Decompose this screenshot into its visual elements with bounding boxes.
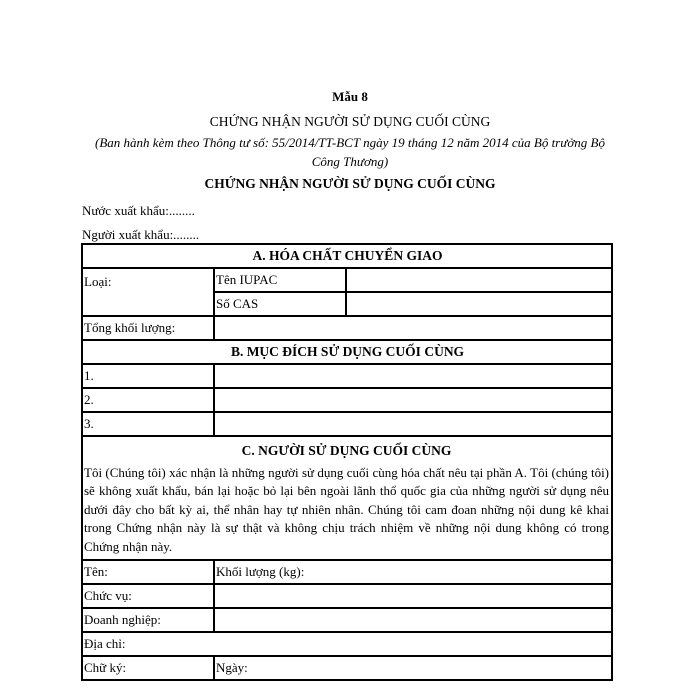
signature-label: Chữ ký: xyxy=(82,656,214,680)
declaration-text: Tôi (Chúng tôi) xác nhận là những người sử dụng cuối cùng hóa chất nêu tại phần A. Tôi (chúng tôi) sẽ không xuất khẩu, bán lại hoặc bỏ lại bên ngoài lãnh thổ quốc gia của những người sử dụng nêu dưới đây cho bất kỳ ai, thể nhân hay tự nhiên nhân. Chúng tôi cam đoan những nội dung kê khai trong Chứng nhận này là sự thật và không chịu trách nhiệm về những nội dung không có trong Chứng nhận này. xyxy=(84,464,610,554)
purpose-item-2-value[interactable] xyxy=(214,388,612,412)
company-label: Doanh nghiệp: xyxy=(82,608,214,632)
date-label: Ngày: xyxy=(214,656,612,680)
document-subtitle: (Ban hành kèm theo Thông tư số: 55/2014/TT-BCT ngày 19 tháng 12 năm 2014 của Bộ trưởng Bộ Công Thương) xyxy=(95,135,605,169)
document-title: CHỨNG NHẬN NGƯỜI SỬ DỤNG CUỐI CÙNG xyxy=(209,114,491,129)
section-a-title: A. HÓA CHẤT CHUYỂN GIAO xyxy=(82,244,612,268)
name-label: Tên: xyxy=(82,560,214,584)
position-label: Chức vụ: xyxy=(82,584,214,608)
purpose-item-1-label: 1. xyxy=(82,364,214,388)
cas-number-value[interactable] xyxy=(346,292,612,316)
exporter-field: Người xuất khẩu:........ xyxy=(82,227,200,242)
section-c-title: C. NGƯỜI SỬ DỤNG CUỐI CÙNG xyxy=(241,443,452,458)
purpose-item-1-value[interactable] xyxy=(214,364,612,388)
purpose-item-2-label: 2. xyxy=(82,388,214,412)
cas-number-label: Số CAS xyxy=(214,292,346,316)
form-number: Mẫu 8 xyxy=(332,89,368,104)
iupac-name-value[interactable] xyxy=(346,268,612,292)
iupac-name-label: Tên IUPAC xyxy=(214,268,346,292)
main-title: CHỨNG NHẬN NGƯỜI SỬ DỤNG CUỐI CÙNG xyxy=(204,176,496,191)
section-b-title: B. MỤC ĐÍCH SỬ DỤNG CUỐI CÙNG xyxy=(82,340,612,364)
chemical-type-label: Loại: xyxy=(82,268,214,316)
total-quantity-label: Tổng khối lượng: xyxy=(82,316,214,340)
certificate-form-table xyxy=(81,243,613,681)
purpose-item-3-label: 3. xyxy=(82,412,214,436)
position-value[interactable] xyxy=(214,584,612,608)
total-quantity-value[interactable] xyxy=(214,316,612,340)
section-c-block xyxy=(82,436,612,560)
export-country-field: Nước xuất khẩu:........ xyxy=(82,203,195,218)
weight-label: Khối lượng (kg): xyxy=(214,560,612,584)
address-label: Địa chỉ: xyxy=(82,632,612,656)
purpose-item-3-value[interactable] xyxy=(214,412,612,436)
company-value[interactable] xyxy=(214,608,612,632)
